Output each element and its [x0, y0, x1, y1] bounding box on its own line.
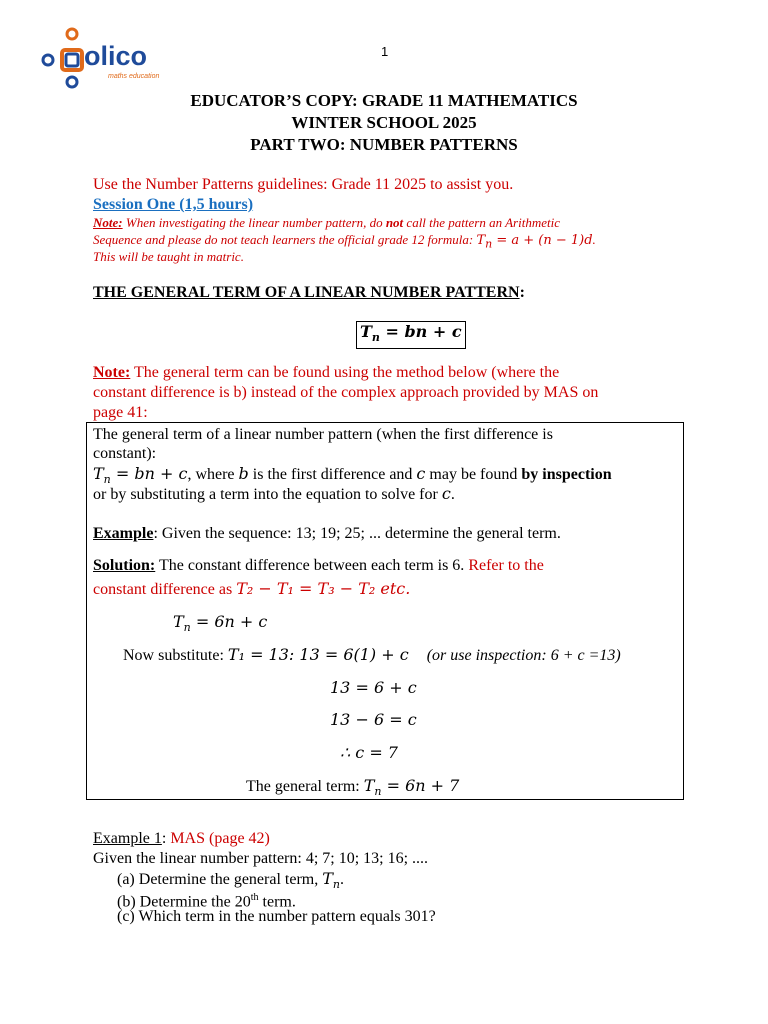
logo-word: olico	[84, 41, 148, 71]
section-heading: THE GENERAL TERM OF A LINEAR NUMBER PATTERN:	[93, 284, 525, 301]
equation-4: ∴ c = 7	[340, 743, 398, 762]
guidelines-text: Use the Number Patterns guidelines: Grade 11 2025 to assist you.	[93, 176, 514, 193]
note-line-2: Sequence and please do not teach learners the official grade 12 formula: $T_n = a + (n - 1)d$.	[93, 232, 596, 251]
note2-line-2: constant difference is b) instead of the complex approach provided by MAS on	[93, 384, 599, 401]
session-heading: Session One (1,5 hours)	[93, 196, 254, 213]
note-line-3: This will be taught in matric.	[93, 249, 244, 264]
note-line-1	[93, 214, 560, 231]
equation-1: $T_n = 6n + c$	[173, 612, 268, 635]
box-line-4: or by substituting a term into the equation to solve for c.	[93, 484, 455, 503]
equation-2: 13 = 6 + c	[330, 678, 417, 697]
title-line-1: EDUCATOR’S COPY: GRADE 11 MATHEMATICS	[190, 91, 578, 110]
box-line-2: constant):	[93, 445, 157, 462]
example1-heading: Example 1: MAS (page 42)	[93, 830, 270, 847]
equation-3: 13 − 6 = c	[330, 710, 417, 729]
title-line-3: PART TWO: NUMBER PATTERNS	[250, 135, 518, 154]
example1-given: Given the linear number pattern: 4; 7; 10; 13; 16; ....	[93, 850, 429, 867]
note2-line-3: page 41:	[93, 404, 148, 421]
logo-subtitle: maths education	[108, 73, 160, 80]
note-label: Note:	[93, 215, 123, 230]
note2-line-1: Note: The general term can be found using the method below (where the	[93, 364, 560, 381]
note-text: When investigating the linear number pattern, do	[122, 215, 386, 230]
note-not: not	[385, 215, 404, 230]
example1-part-a: (a) Determine the general term, $T_n$.	[117, 869, 344, 892]
solution-line-1: Solution: The constant difference between each term is 6. Refer to the	[93, 557, 544, 574]
note-text-2: Sequence and please do not teach learners the official grade 12 formula:	[93, 232, 477, 247]
note-formula: $T_n = a + (n - 1)d$	[476, 233, 593, 251]
solution-line-2: constant difference as T₂ − T₁ = T₃ − T₂ etc.	[93, 579, 411, 598]
example-line: Example: Given the sequence: 13; 19; 25; ... determine the general term.	[93, 525, 561, 542]
box-line-1: The general term of a linear number pattern (when the first difference is	[93, 426, 553, 443]
example1-part-c: (c) Which term in the number pattern equals 301?	[117, 908, 436, 925]
general-term-line: The general term: $T_n = 6n + 7$	[246, 776, 460, 799]
substitute-line: Now substitute: T₁ = 13: 13 = 6(1) + c (or use inspection: 6 + c =13)	[123, 645, 621, 664]
example1-part-b: (b) Determine the 20th term.	[117, 892, 296, 911]
box-line-3: $T_n$ = bn + c, where b is the first difference and c may be found by inspection	[93, 464, 612, 487]
logo	[38, 22, 168, 92]
note-text-b: call the pattern an Arithmetic	[403, 215, 560, 230]
page-number: 1	[381, 44, 389, 59]
general-term-formula: $T_n$ = bn + c	[356, 321, 466, 349]
title-line-2: WINTER SCHOOL 2025	[291, 113, 477, 132]
